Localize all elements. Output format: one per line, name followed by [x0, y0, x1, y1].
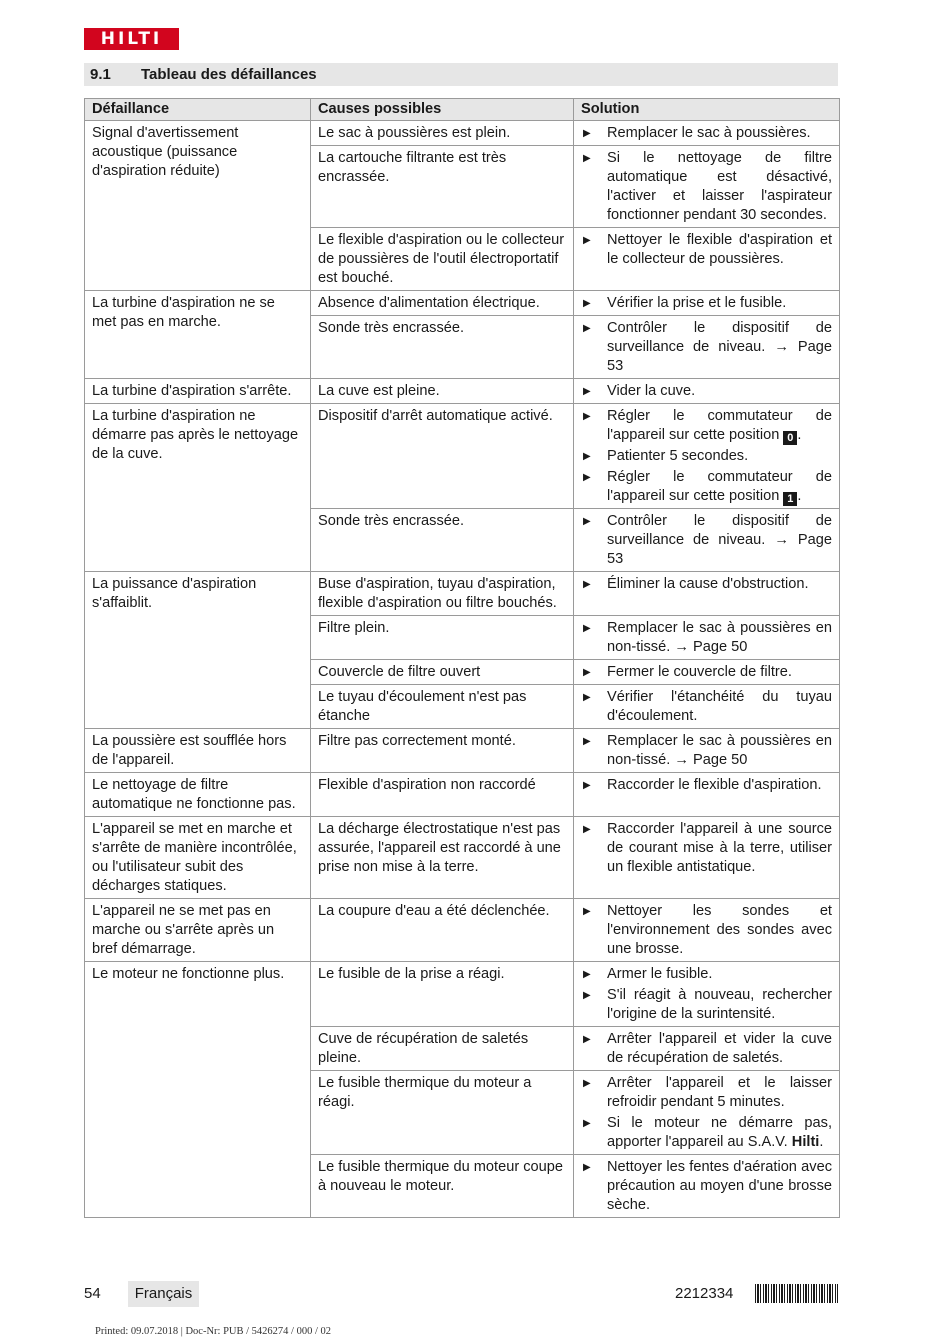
table-row	[85, 291, 840, 316]
solution-cell	[574, 660, 840, 685]
solution-step: ▶ Si le moteur ne démarre pas, apporter l'appareil au S.A.V. Hilti.	[583, 1115, 832, 1150]
solution-step	[581, 382, 832, 401]
bullet-arrow-icon: ▶	[583, 516, 591, 527]
solution-step: ▶ Régler le commutateur de l'appareil sur cette position 0 .	[583, 408, 832, 444]
solution-text: Remplacer le sac à poussières.	[607, 125, 811, 141]
fault-cell: L'appareil ne se met pas en marche ou s'arrête après un bref démarrage.	[85, 899, 311, 962]
bullet-arrow-icon: ▶	[583, 736, 591, 747]
solution-step	[581, 902, 832, 959]
bullet-arrow-icon: ▶	[583, 472, 591, 483]
solution-step	[581, 512, 832, 569]
cause-cell: Le fusible de la prise a réagi.	[311, 962, 574, 1027]
bullet-arrow-icon: ▶	[583, 153, 591, 164]
solution-text: Nettoyer les fentes d'aération avec précaution au moyen d'une brosse sèche.	[607, 1159, 832, 1213]
table-row	[85, 572, 840, 616]
bullet-arrow-icon: ▶	[583, 667, 591, 678]
cause-cell: Absence d'alimentation électrique.	[311, 291, 574, 316]
solution-text: Raccorder l'appareil à une source de courant mise à la terre, utiliser un flexible antistatique.	[607, 821, 832, 875]
cause-cell: La décharge électrostatique n'est pas assurée, l'appareil est raccordé à une prise non mise à la terre.	[311, 817, 574, 899]
cause-cell: Cuve de récupération de saletés pleine.	[311, 1027, 574, 1071]
bullet-arrow-icon: ▶	[583, 969, 591, 980]
table-header-row	[85, 99, 840, 121]
solution-step	[581, 575, 832, 594]
bullet-arrow-icon: ▶	[583, 1162, 591, 1173]
solution-cell	[574, 729, 840, 773]
cause-cell: Le sac à poussières est plein.	[311, 121, 574, 146]
bullet-arrow-icon: ▶	[583, 298, 591, 309]
solution-step	[581, 965, 832, 984]
solution-step	[581, 1030, 832, 1068]
solution-step	[581, 688, 832, 726]
solution-step	[581, 1074, 832, 1112]
fault-table	[84, 98, 840, 1218]
cause-cell: La cuve est pleine.	[311, 379, 574, 404]
solution-text: Vider la cuve.	[607, 383, 696, 399]
print-info: Printed: 09.07.2018 | Doc-Nr: PUB / 5426274 / 000 / 02	[95, 1326, 332, 1337]
bullet-arrow-icon: ▶	[583, 1034, 591, 1045]
cause-cell: Dispositif d'arrêt automatique activé.	[311, 404, 574, 509]
bullet-arrow-icon: ▶	[583, 1118, 591, 1129]
solution-text: Raccorder le flexible d'aspiration.	[607, 777, 822, 793]
bullet-arrow-icon: ▶	[583, 323, 591, 334]
solution-cell	[574, 291, 840, 316]
solution-cell	[574, 572, 840, 616]
fault-cell: Signal d'avertissement acoustique (puissance d'aspiration réduite)	[85, 121, 311, 291]
table-row	[85, 379, 840, 404]
solution-text: Contrôler le dispositif de surveillance de niveau. → Page 53	[607, 513, 832, 567]
solution-text: Patienter 5 secondes.	[607, 448, 749, 464]
section-title: Tableau des défaillances	[141, 66, 317, 83]
table-row	[85, 899, 840, 962]
solution-cell	[574, 379, 840, 404]
solution-text: Arrêter l'appareil et vider la cuve de récupération de saletés.	[607, 1031, 832, 1066]
solution-cell	[574, 228, 840, 291]
bullet-arrow-icon: ▶	[583, 235, 591, 246]
solution-step	[581, 732, 832, 770]
fault-cell: Le moteur ne fonctionne plus.	[85, 962, 311, 1218]
solution-cell	[574, 616, 840, 660]
solution-step	[581, 294, 832, 313]
section-number: 9.1	[90, 66, 111, 83]
fault-cell: L'appareil se met en marche et s'arrête de manière incontrôlée, ou l'utilisateur subit des décharges statiques.	[85, 817, 311, 899]
header-fault: Défaillance	[85, 99, 311, 121]
cause-cell: Couvercle de filtre ouvert	[311, 660, 574, 685]
cause-cell: La cartouche filtrante est très encrassée.	[311, 146, 574, 228]
bullet-arrow-icon: ▶	[583, 579, 591, 590]
solution-cell	[574, 404, 840, 509]
solution-text: Arrêter l'appareil et le laisser refroidir pendant 5 minutes.	[607, 1075, 832, 1110]
solution-text: Nettoyer le flexible d'aspiration et le collecteur de poussières.	[607, 232, 832, 267]
solution-step: ▶ Régler le commutateur de l'appareil sur cette position 1 .	[583, 469, 832, 505]
bullet-arrow-icon: ▶	[583, 386, 591, 397]
language-label: Français	[128, 1281, 199, 1307]
solution-text: Nettoyer les sondes et l'environnement des sondes avec une brosse.	[607, 903, 832, 957]
fault-cell: Le nettoyage de filtre automatique ne fonctionne pas.	[85, 773, 311, 817]
bullet-arrow-icon: ▶	[583, 411, 591, 422]
solution-step	[581, 447, 832, 466]
solution-step	[581, 231, 832, 269]
solution-cell	[574, 685, 840, 729]
solution-text: Fermer le couvercle de filtre.	[607, 664, 792, 680]
table-row	[85, 962, 840, 1027]
solution-step	[581, 986, 832, 1024]
solution-step	[581, 124, 832, 143]
solution-step	[581, 776, 832, 795]
solution-text: Vérifier l'étanchéité du tuyau d'écoulement.	[607, 689, 832, 724]
table-row	[85, 773, 840, 817]
solution-cell	[574, 316, 840, 379]
page-number: 54	[84, 1285, 101, 1302]
bullet-arrow-icon: ▶	[583, 692, 591, 703]
solution-text: Armer le fusible.	[607, 966, 713, 982]
solution-text: Vérifier la prise et le fusible.	[607, 295, 787, 311]
solution-cell	[574, 1155, 840, 1218]
solution-cell	[574, 817, 840, 899]
cause-cell: Le fusible thermique du moteur a réagi.	[311, 1071, 574, 1155]
section-heading	[84, 63, 838, 86]
bullet-arrow-icon: ▶	[583, 1078, 591, 1089]
header-solution: Solution	[574, 99, 840, 121]
solution-cell	[574, 509, 840, 572]
bullet-arrow-icon: ▶	[583, 824, 591, 835]
solution-step	[581, 663, 832, 682]
cause-cell: Filtre plein.	[311, 616, 574, 660]
fault-cell: La puissance d'aspiration s'affaiblit.	[85, 572, 311, 729]
solution-text: S'il réagit à nouveau, rechercher l'origine de la surintensité.	[607, 987, 832, 1022]
solution-text: Remplacer le sac à poussières en non-tissé. → Page 50	[607, 733, 832, 768]
bullet-arrow-icon: ▶	[583, 451, 591, 462]
table-row	[85, 817, 840, 899]
fault-cell: La turbine d'aspiration ne se met pas en marche.	[85, 291, 311, 379]
bullet-arrow-icon: ▶	[583, 128, 591, 139]
table-row	[85, 121, 840, 146]
solution-step	[581, 820, 832, 877]
cause-cell: Buse d'aspiration, tuyau d'aspiration, flexible d'aspiration ou filtre bouchés.	[311, 572, 574, 616]
solution-text: Contrôler le dispositif de surveillance de niveau. → Page 53	[607, 320, 832, 374]
solution-step	[581, 319, 832, 376]
bullet-arrow-icon: ▶	[583, 623, 591, 634]
cause-cell: Le flexible d'aspiration ou le collecteur de poussières de l'outil électroportatif est bouché.	[311, 228, 574, 291]
fault-cell: La turbine d'aspiration ne démarre pas après le nettoyage de la cuve.	[85, 404, 311, 572]
solution-text: Remplacer le sac à poussières en non-tissé. → Page 50	[607, 620, 832, 655]
solution-cell	[574, 146, 840, 228]
solution-cell	[574, 1071, 840, 1155]
solution-text: Si le moteur ne démarre pas, apporter l'appareil au S.A.V.	[607, 1115, 832, 1150]
cause-cell: La coupure d'eau a été déclenchée.	[311, 899, 574, 962]
cause-cell: Sonde très encrassée.	[311, 316, 574, 379]
solution-step	[581, 619, 832, 657]
solution-cell	[574, 1027, 840, 1071]
bullet-arrow-icon: ▶	[583, 990, 591, 1001]
fault-cell: La poussière est soufflée hors de l'appareil.	[85, 729, 311, 773]
hilti-logo: HILTI	[84, 28, 179, 50]
solution-step	[581, 1158, 832, 1215]
solution-text: Régler le commutateur de l'appareil sur cette position	[607, 408, 832, 443]
cause-cell: Filtre pas correctement monté.	[311, 729, 574, 773]
header-cause: Causes possibles	[311, 99, 574, 121]
solution-cell	[574, 121, 840, 146]
solution-cell	[574, 962, 840, 1027]
document-number: 2212334	[675, 1285, 734, 1302]
solution-cell	[574, 773, 840, 817]
solution-text: Si le nettoyage de filtre automatique est désactivé, l'activer et laisser l'aspirateur fonctionner pendant 30 secondes.	[607, 150, 832, 223]
solution-cell	[574, 899, 840, 962]
cause-cell: Le fusible thermique du moteur coupe à nouveau le moteur.	[311, 1155, 574, 1218]
table-body	[85, 121, 840, 1218]
bullet-arrow-icon: ▶	[583, 780, 591, 791]
barcode	[755, 1284, 838, 1303]
cause-cell: Flexible d'aspiration non raccordé	[311, 773, 574, 817]
switch-position-icon: 0	[783, 431, 797, 445]
fault-cell: La turbine d'aspiration s'arrête.	[85, 379, 311, 404]
table-row	[85, 729, 840, 773]
bullet-arrow-icon: ▶	[583, 906, 591, 917]
solution-text: Régler le commutateur de l'appareil sur cette position	[607, 469, 832, 504]
switch-position-icon: 1	[783, 492, 797, 506]
brand-name: Hilti	[791, 1134, 820, 1150]
cause-cell: Le tuyau d'écoulement n'est pas étanche	[311, 685, 574, 729]
table-row	[85, 404, 840, 509]
solution-text: Éliminer la cause d'obstruction.	[607, 576, 809, 592]
solution-step	[581, 149, 832, 225]
cause-cell: Sonde très encrassée.	[311, 509, 574, 572]
